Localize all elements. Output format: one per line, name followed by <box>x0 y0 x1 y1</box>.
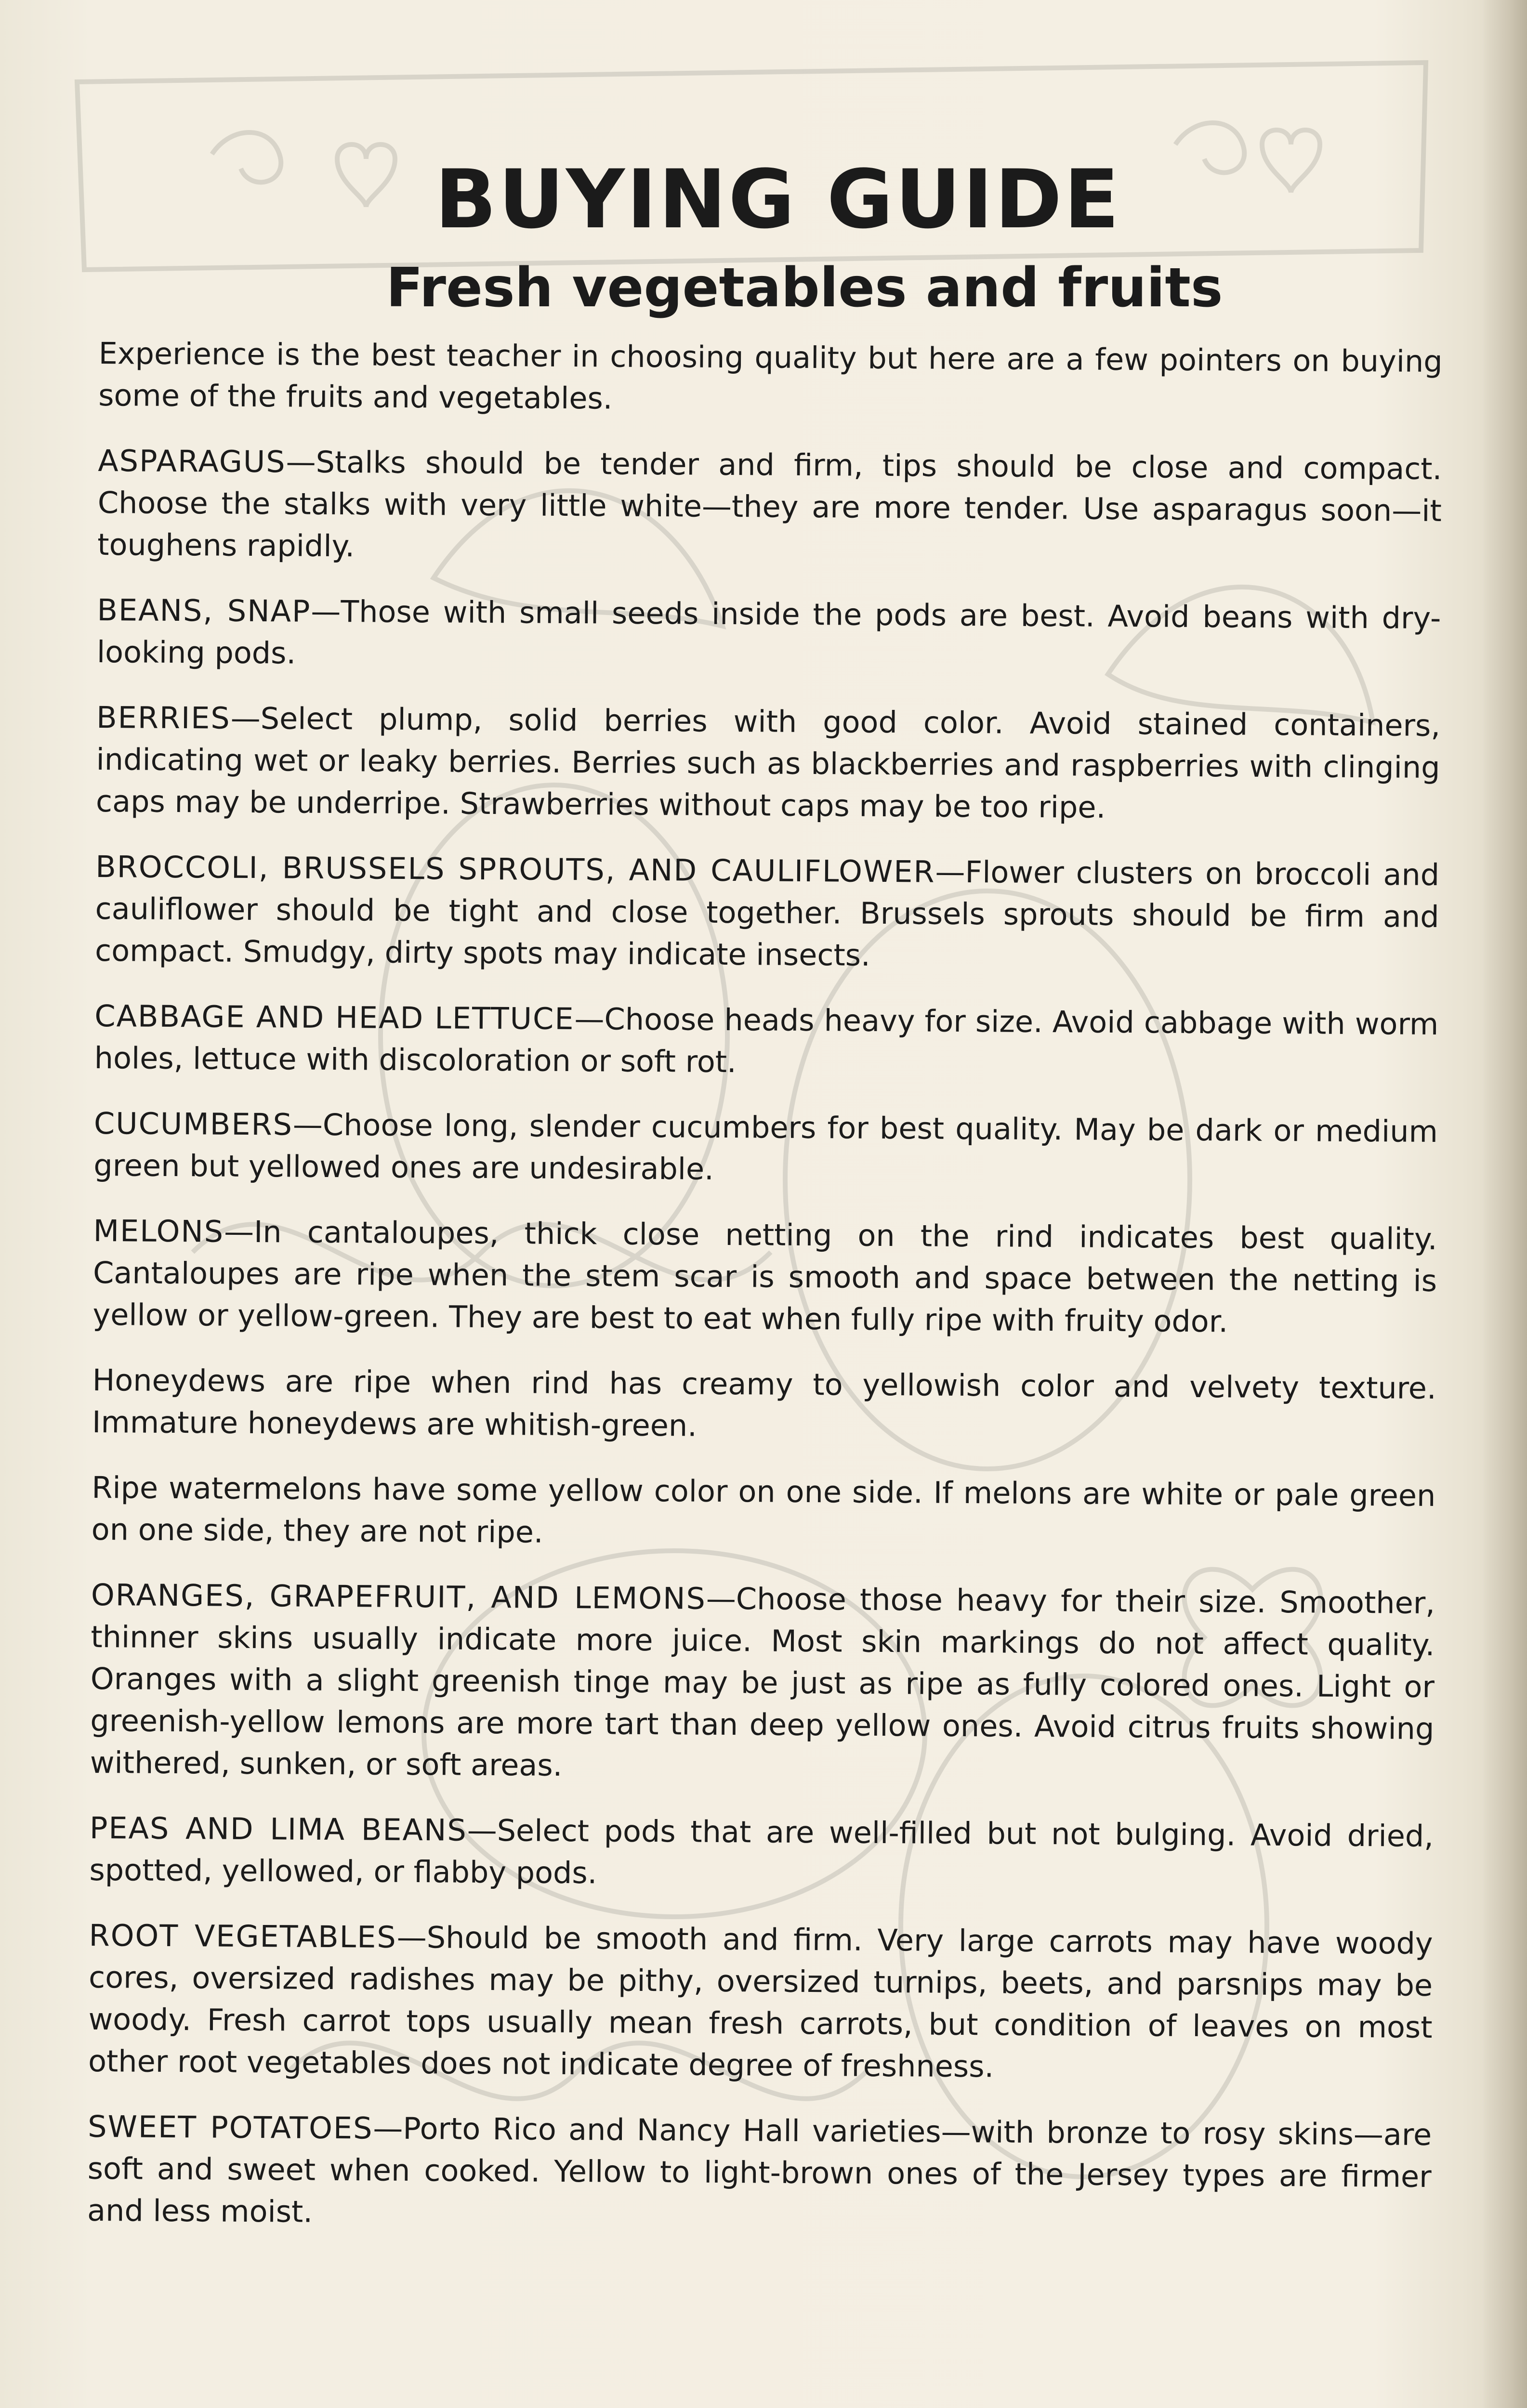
entry-label: BERRIES <box>96 699 231 736</box>
entry-label: MELONS <box>93 1213 224 1249</box>
buying-guide-body <box>87 332 1443 2263</box>
entry-text: Honeydews are ripe when rind has creamy to yellowish color and velvety texture. Immature honeydews are whitish-green. <box>92 1362 1436 1443</box>
entry-broccoli <box>95 846 1440 980</box>
page-header <box>0 152 1527 319</box>
entry-melons <box>92 1210 1437 1344</box>
entry-cabbage <box>94 995 1439 1087</box>
entry-label: BEANS, SNAP <box>97 592 311 629</box>
entry-honeydews <box>92 1359 1436 1451</box>
entry-text: —Should be smooth and firm. Very large carrots may have woody cores, oversized radishes may be pithy, oversized turnips, beets, and parsnips may be woody. Fresh carrot tops usually mean fresh carrots, but condition of leaves on most other root vegetables does not indicate degree of freshness. <box>88 1919 1433 2084</box>
entry-label: CUCUMBERS <box>93 1105 293 1142</box>
entry-text: —Those with small seeds inside the pods are best. Avoid beans with dry-looking pods. <box>96 593 1441 671</box>
entry-text: —Choose those heavy for their size. Smoother, thinner skins usually indicate more juice. Most skin markings do not affect quality. Oranges with a slight greenish tinge may be just as ripe as fully colored ones. Light or greenish-yellow lemons are more tart than deep yellow ones. Avoid citrus fruits showing withered, sunken, or soft areas. <box>90 1581 1435 1783</box>
entry-root-vegetables <box>88 1914 1433 2090</box>
entry-label: BROCCOLI, BRUSSELS SPROUTS, AND CAULIFLOWER <box>95 849 935 890</box>
entry-beans-snap <box>97 589 1441 681</box>
entry-text: —Select plump, solid berries with good color. Avoid stained containers, indicating wet or leaky berries. Berries such as blackberries and raspberries with clinging caps may be underripe. Strawberries without caps may be too ripe. <box>95 700 1441 825</box>
entry-label: ORANGES, GRAPEFRUIT, AND LEMONS <box>91 1577 707 1616</box>
entry-berries <box>96 696 1441 830</box>
entry-text: —Select pods that are well-filled but not bulging. Avoid dried, spotted, yellowed, or flabby pods. <box>89 1812 1434 1891</box>
entry-text: Ripe watermelons have some yellow color on one side. If melons are white or pale green on one side, they are not ripe. <box>91 1469 1436 1550</box>
entry-text: —In cantaloupes, thick close netting on the rind indicates best quality. Cantaloupes are ripe when the stem scar is smooth and space between the netting is yellow or yellow-green. They are best to eat when fully ripe with fruity odor. <box>92 1214 1437 1339</box>
entry-label: PEAS AND LIMA BEANS <box>89 1810 467 1848</box>
entry-text: —Porto Rico and Nancy Hall varieties—with bronze to rosy skins—are soft and sweet when cooked. Yellow to light-brown ones of the Jersey types are firmer and less moist. <box>87 2110 1432 2229</box>
book-spine-shadow <box>1484 0 1527 2408</box>
entry-label: CABBAGE AND HEAD LETTUCE <box>94 998 575 1037</box>
entry-label: ROOT VEGETABLES <box>89 1917 397 1955</box>
entry-text: —Stalks should be tender and firm, tips should be close and compact. Choose the stalks with very little white—they are more tender. Use asparagus soon—it toughens rapidly. <box>97 444 1442 564</box>
entry-asparagus <box>97 440 1442 574</box>
entry-text: —Flower clusters on broccoli and cauliflower should be tight and close together. Brussels sprouts should be firm and compact. Smudgy, dirty spots may indicate insects. <box>94 854 1440 973</box>
page-subtitle: Fresh vegetables and fruits <box>386 257 1223 319</box>
entry-label: ASPARAGUS <box>98 443 286 480</box>
entry-text: —Choose long, slender cucumbers for best quality. May be dark or medium green but yellowed ones are undesirable. <box>93 1107 1438 1187</box>
entry-cucumbers <box>93 1102 1438 1194</box>
entry-peas-lima <box>89 1807 1434 1899</box>
entry-citrus <box>90 1574 1435 1792</box>
entry-text: —Choose heads heavy for size. Avoid cabbage with worm holes, lettuce with discoloration or soft rot. <box>94 1001 1439 1080</box>
page-title: BUYING GUIDE <box>434 152 1121 247</box>
entry-sweet-potatoes <box>87 2106 1432 2239</box>
intro-paragraph: Experience is the best teacher in choosing quality but here are a few pointers on buying some of the fruits and vegetables. <box>98 335 1443 416</box>
entry-label: SWEET POTATOES <box>88 2108 373 2146</box>
entry-watermelons <box>92 1466 1436 1558</box>
